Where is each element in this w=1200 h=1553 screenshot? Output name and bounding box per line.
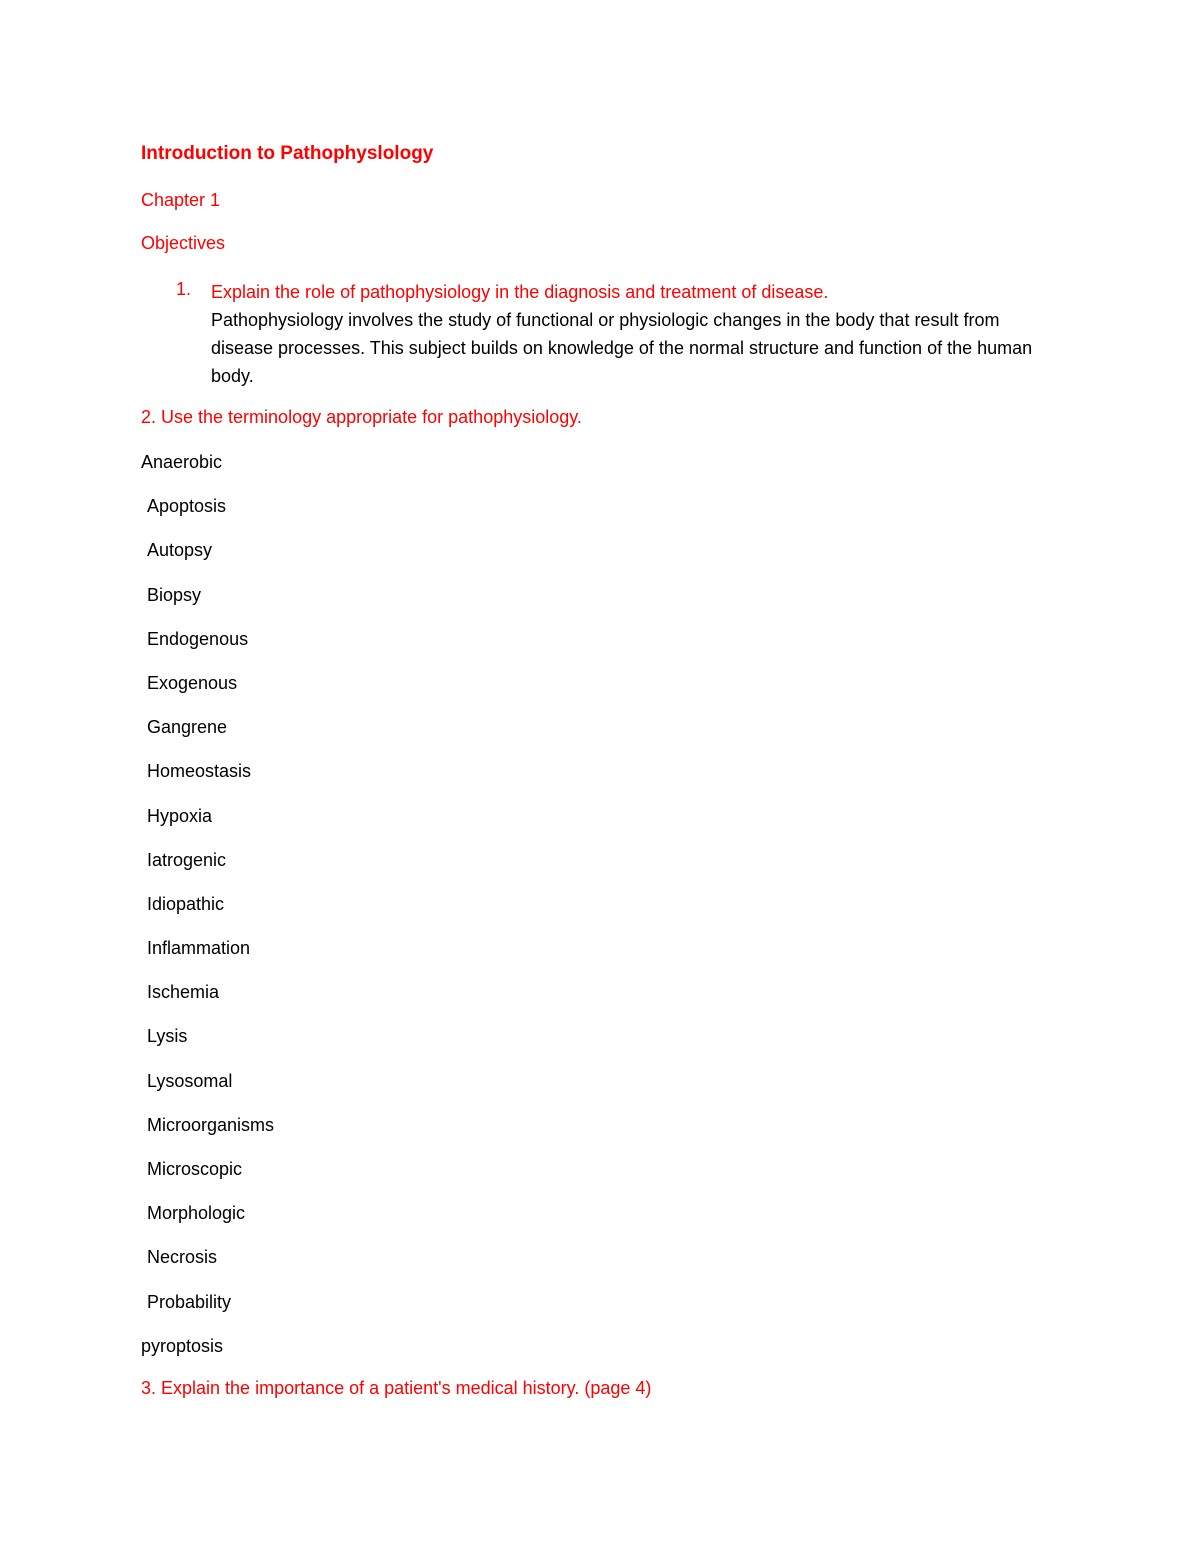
- objective-1-paragraph: Pathophysiology involves the study of functional or physiologic changes in the body that result from disease processes. This subject builds on knowledge of the normal structure and function of the human body.: [211, 310, 1033, 386]
- objective-2-heading: 2. Use the terminology appropriate for pathophysiology.: [141, 407, 582, 427]
- term-item: Autopsy: [147, 540, 213, 561]
- term-item: Idiopathic: [147, 893, 225, 914]
- term-item: Gangrene: [147, 717, 228, 738]
- term-item: Exogenous: [147, 672, 238, 693]
- term-item: Inflammation: [147, 938, 251, 959]
- term-item: Necrosis: [147, 1247, 218, 1268]
- objective-1-heading: Explain the role of pathophysiology in the diagnosis and treatment of disease.: [211, 282, 829, 302]
- term-item: Hypoxia: [147, 805, 213, 826]
- objectives-heading: Objectives: [141, 233, 226, 253]
- objective-3-heading: 3. Explain the importance of a patient's medical history. (page 4): [141, 1378, 652, 1398]
- term-item: Biopsy: [147, 584, 202, 605]
- document-title: Introduction to Pathophyslology: [141, 143, 434, 164]
- term-item: Lysis: [147, 1026, 188, 1047]
- term-item: Microscopic: [147, 1159, 243, 1179]
- term-item: Probability: [147, 1291, 232, 1312]
- term-item: Ischemia: [147, 982, 220, 1003]
- terminology-list: [141, 451, 274, 1379]
- objective-1-number: 1.: [176, 279, 192, 299]
- term-item: Morphologic: [147, 1203, 246, 1224]
- chapter-heading: Chapter 1: [141, 190, 221, 210]
- term-item: Homeostasis: [147, 761, 252, 782]
- term-item: Endogenous: [147, 628, 249, 649]
- term-item: Anaerobic: [141, 452, 223, 472]
- term-item: Lysosomal: [147, 1070, 233, 1091]
- term-item: pyroptosis: [141, 1335, 224, 1356]
- term-item: Apoptosis: [147, 496, 227, 517]
- term-item: Iatrogenic: [147, 849, 227, 870]
- objective-1: [211, 278, 1051, 390]
- term-item: Microorganisms: [147, 1114, 275, 1135]
